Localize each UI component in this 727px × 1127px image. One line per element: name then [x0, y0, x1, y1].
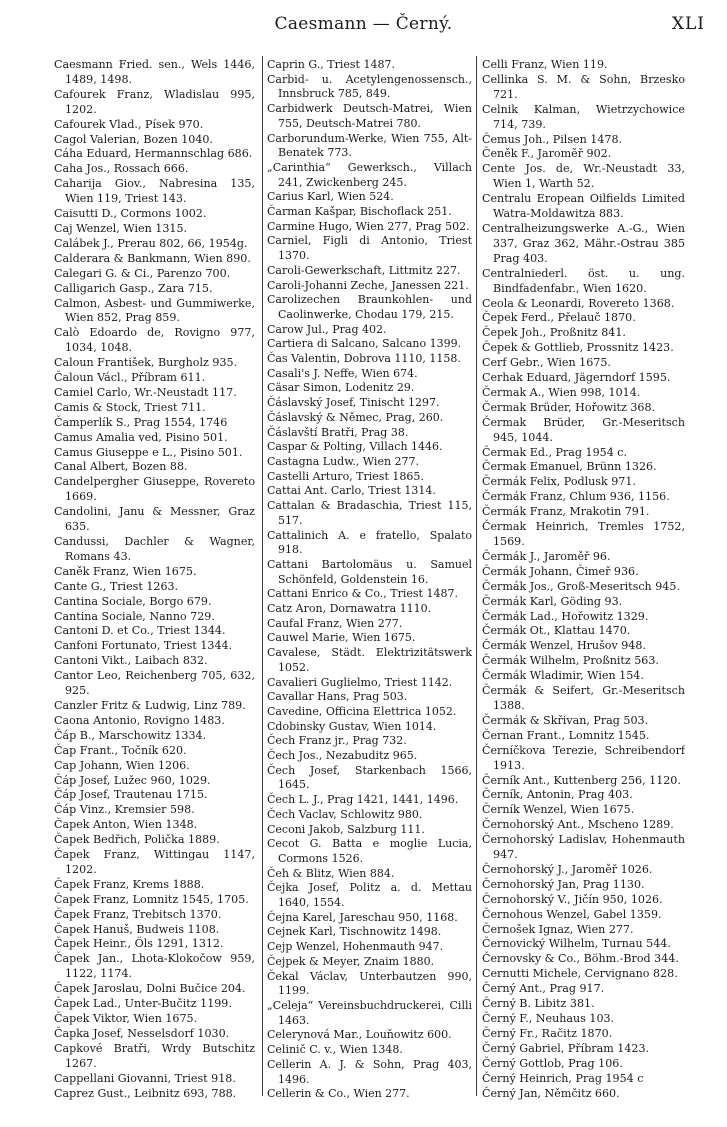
- directory-entry: Čermák & Seifert, Gr.-Meseritsch 1388.: [482, 684, 685, 712]
- directory-entry: Cattani Bartolomäus u. Samuel Schönfeld, Goldenstein 16.: [267, 557, 472, 586]
- directory-entry: Canfoni Fortunato, Triest 1344.: [54, 639, 233, 653]
- directory-entry: Calligarich Gasp., Zara 715.: [54, 281, 213, 295]
- directory-entry: Čech Josef, Starkenbach 1566, 1645.: [267, 763, 472, 792]
- directory-entry: Calò Edoardo de, Rovigno 977, 1034, 1048.: [54, 326, 255, 355]
- directory-entry: Černý Gottlob, Prag 106.: [482, 1056, 623, 1070]
- directory-entry: Čarman Kašpar, Bischoflack 251.: [267, 205, 452, 219]
- directory-entry: Castagna Ludw., Wien 277.: [267, 454, 420, 468]
- directory-entry: Ceola & Leonardi, Rovereto 1368.: [482, 296, 675, 310]
- directory-entry: Čáp Vinz., Kremsier 598.: [54, 803, 195, 817]
- directory-entry: Cappellani Giovanni, Triest 918.: [54, 1071, 236, 1085]
- directory-entry: Caroli-Gewerkschaft, Littmitz 227.: [267, 263, 461, 277]
- directory-entry: Čapek Anton, Wien 1348.: [54, 818, 198, 832]
- directory-entry: Černík Wenzel, Wien 1675.: [482, 803, 635, 817]
- directory-entry: Čejpek & Meyer, Znaim 1880.: [267, 954, 435, 968]
- directory-entry: Celnik Kalman, Wietrzychowice 714, 739.: [482, 102, 685, 131]
- directory-entry: Černohorský Ladislav, Hohenmauth 947.: [482, 833, 685, 862]
- directory-entry: Čeněk F., Jaroměř 902.: [482, 147, 612, 161]
- directory-entry: Celli Franz, Wien 119.: [482, 58, 608, 71]
- directory-entry: Černík Ant., Kuttenberg 256, 1120.: [482, 773, 681, 787]
- directory-entry: Čermák Jos., Groß-Meseritsch 945.: [482, 579, 680, 593]
- directory-entry: Černan Frant., Lomnitz 1545.: [482, 728, 650, 742]
- directory-entry: Černík, Antonin, Prag 403.: [482, 788, 633, 802]
- directory-entry: Cagol Valerian, Bozen 1040.: [54, 132, 214, 146]
- directory-entry: Carbid- u. Acetylengenossensch., Innsbruck 785, 849.: [267, 72, 472, 101]
- page-header: [0, 14, 727, 40]
- directory-entry: Cantoni D. et Co., Triest 1344.: [54, 624, 226, 638]
- directory-entry: Candolini, Janu & Messner, Graz 635.: [54, 505, 255, 534]
- directory-entry: Černohorský Jan, Prag 1130.: [482, 877, 645, 891]
- directory-entry: Černý Fr., Račitz 1870.: [482, 1026, 613, 1040]
- directory-entry: Cartiera di Salcano, Salcano 1399.: [267, 337, 462, 351]
- directory-entry: Černošek Ignaz, Wien 277.: [482, 922, 634, 936]
- directory-column-1: [54, 58, 255, 1101]
- directory-entry: Cantina Sociale, Nanno 729.: [54, 609, 215, 623]
- directory-entry: Černý Jan, Němčitz 660.: [482, 1086, 620, 1100]
- directory-entry: Centralu Eropean Oilfields Limited Watra-Moldawitza 883.: [482, 192, 685, 221]
- directory-entry: Caufal Franz, Wien 277.: [267, 616, 403, 630]
- directory-entry: Casali's J. Neffe, Wien 674.: [267, 366, 418, 380]
- directory-entry: Cap Johann, Wien 1206.: [54, 758, 190, 772]
- directory-entry: Cernutti Michele, Cervignano 828.: [482, 967, 678, 981]
- directory-entry: Čekal Václav, Unterbautzen 990, 1199.: [267, 969, 472, 998]
- directory-entry: Cavedine, Officina Elettrica 1052.: [267, 704, 457, 718]
- directory-entry: Černý F., Neuhaus 103.: [482, 1012, 615, 1025]
- directory-entry: Caněk Franz, Wien 1675.: [54, 564, 197, 578]
- directory-entry: Čermák Ot., Klattau 1470.: [482, 624, 631, 638]
- directory-entry: Cerhak Eduard, Jägerndorf 1595.: [482, 371, 671, 385]
- directory-entry: Cattai Ant. Carlo, Triest 1314.: [267, 484, 436, 498]
- directory-entry: Caj Wenzel, Wien 1315.: [54, 221, 188, 235]
- directory-entry: Čapek Viktor, Wien 1675.: [54, 1012, 198, 1025]
- directory-entry: Černý Gabriel, Příbram 1423.: [482, 1041, 650, 1055]
- directory-entry: Čemus Joh., Pilsen 1478.: [482, 132, 623, 146]
- directory-entry: Čáslavský & Němec, Prag, 260.: [267, 410, 444, 424]
- running-title: Caesmann — Černý.: [274, 14, 453, 34]
- directory-entry: Černohous Wenzel, Gabel 1359.: [482, 907, 662, 921]
- directory-entry: Caisutti D., Cormons 1002.: [54, 207, 207, 221]
- directory-entry: Carmine Hugo, Wien 277, Prag 502.: [267, 219, 470, 233]
- directory-entry: Candelpergher Giuseppe, Rovereto 1669.: [54, 475, 255, 504]
- directory-entry: Čapka Josef, Nesselsdorf 1030.: [54, 1026, 230, 1040]
- directory-entry: Caloun František, Burgholz 935.: [54, 356, 238, 370]
- directory-entry: Cáha Eduard, Hermannschlag 686.: [54, 147, 253, 161]
- directory-entry: Caroli-Johanni Zeche, Janessen 221.: [267, 278, 469, 292]
- directory-entry: Camus Amalia ved, Pisino 501.: [54, 430, 228, 444]
- column-divider: [476, 56, 477, 1096]
- directory-entry: Cantoni Vikt., Laibach 832.: [54, 654, 208, 668]
- directory-entry: Čeh & Blitz, Wien 884.: [267, 866, 395, 880]
- directory-entry: Černohorský J., Jaroměř 1026.: [482, 862, 653, 876]
- directory-entry: Carborundum-Werke, Wien 755, Alt-Benatek 773.: [267, 131, 472, 160]
- directory-entry: Ceconi Jakob, Salzburg 111.: [267, 822, 425, 836]
- directory-entry: Cauwel Marie, Wien 1675.: [267, 631, 416, 645]
- directory-entry: Čermák Wladimir, Wien 154.: [482, 669, 644, 683]
- directory-entry: Cavallar Hans, Prag 503.: [267, 690, 408, 704]
- directory-entry: Čech Vaclav, Schlowitz 980.: [267, 807, 423, 821]
- directory-entry: Čermák Wenzel, Hrušov 948.: [482, 639, 646, 653]
- directory-entry: Cantor Leo, Reichenberg 705, 632, 925.: [54, 669, 255, 698]
- directory-entry: Čapek Franz, Lomnitz 1545, 1705.: [54, 892, 249, 906]
- directory-entry: Čapek Lad., Unter-Bučitz 1199.: [54, 997, 232, 1011]
- directory-entry: Čapek Jan., Lhota-Klokočow 959, 1122, 1174.: [54, 952, 255, 981]
- directory-entry: Čáp B., Marschowitz 1334.: [54, 728, 207, 742]
- page-number: XLI: [671, 14, 705, 34]
- directory-entry: Černovsky & Co., Böhm.-Brod 344.: [482, 952, 679, 966]
- directory-entry: Cellerin & Co., Wien 277.: [267, 1087, 410, 1101]
- directory-entry: Čejka Josef, Politz a. d. Mettau 1640, 1554.: [267, 881, 472, 910]
- directory-entry: Camus Giuseppe e L., Pisino 501.: [54, 445, 243, 459]
- directory-entry: Čapek Hanuš, Budweis 1108.: [54, 922, 220, 936]
- directory-entry: Cavalieri Guglielmo, Triest 1142.: [267, 675, 453, 689]
- directory-entry: Čermák Wilhelm, Proßnitz 563.: [482, 654, 659, 668]
- directory-entry: Caharija Giov., Nabresina 135, Wien 119, Triest 143.: [54, 177, 255, 206]
- directory-entry: Caprez Gust., Leibnitz 693, 788.: [54, 1086, 237, 1100]
- directory-entry: Cäsar Simon, Lodenitz 29.: [267, 381, 415, 395]
- directory-entry: Cante G., Triest 1263.: [54, 579, 179, 593]
- directory-entry: Čermak Heinrich, Tremles 1752, 1569.: [482, 520, 685, 548]
- directory-entry: Celerynová Mar., Louňowitz 600.: [267, 1028, 452, 1042]
- directory-entry: Čepek & Gottlieb, Prossnitz 1423.: [482, 341, 674, 355]
- directory-entry: Carniel, Figli di Antonio, Triest 1370.: [267, 234, 472, 263]
- directory-entry: Castelli Arturo, Triest 1865.: [267, 469, 424, 483]
- directory-entry: Celinič C. v., Wien 1348.: [267, 1043, 403, 1057]
- directory-entry: Čermák Karl, Göding 93.: [482, 594, 623, 608]
- directory-entry: Capkové Bratři, Wrdy Butschitz 1267.: [54, 1041, 255, 1070]
- directory-entry: Čech L. J., Prag 1421, 1441, 1496.: [267, 793, 459, 807]
- directory-entry: Čermák Johann, Čimeř 936.: [482, 564, 639, 578]
- directory-entry: Černohorský V., Jičín 950, 1026.: [482, 892, 663, 906]
- directory-entry: Centralniederl. öst. u. ung. Bindfadenfabr., Wien 1620.: [482, 266, 685, 295]
- directory-entry: Čejna Karel, Jareschau 950, 1168.: [267, 910, 458, 924]
- directory-entry: Cattalan & Bradaschia, Triest 115, 517.: [267, 499, 472, 527]
- directory-column-2: [267, 58, 472, 1102]
- directory-entry: Cellerin A. J. & Sohn, Prag 403, 1496.: [267, 1057, 472, 1086]
- directory-entry: Čapek Franz, Wittingau 1147, 1202.: [54, 848, 255, 876]
- directory-entry: Cavalese, Städt. Elektrizitätswerk 1052.: [267, 646, 472, 674]
- directory-entry: Cerf Gebr., Wien 1675.: [482, 356, 611, 370]
- directory-entry: Čapek Jaroslau, Dolni Bučice 204.: [54, 982, 246, 996]
- directory-entry: Čermák Felix, Podlusk 971.: [482, 475, 636, 489]
- directory-entry: Čermák & Skřivan, Prag 503.: [482, 713, 649, 727]
- directory-entry: Cafourek Franz, Wladislau 995, 1202.: [54, 87, 255, 116]
- directory-entry: Čermak A., Wien 998, 1014.: [482, 385, 641, 399]
- directory-entry: Caona Antonio, Rovigno 1483.: [54, 713, 225, 727]
- directory-entry: Carolizechen Braunkohlen- und Caolinwerke, Chodau 179, 215.: [267, 293, 472, 321]
- directory-entry: Čermák J., Jaroměř 96.: [482, 549, 611, 563]
- directory-entry: Candussi, Dachler & Wagner, Romans 43.: [54, 535, 255, 563]
- directory-entry: Čapek Franz, Krems 1888.: [54, 877, 205, 891]
- directory-entry: Carow Jul., Prag 402.: [267, 322, 387, 336]
- directory-entry: Cattalinich A. e fratello, Spalato 918.: [267, 528, 472, 557]
- directory-entry: Čap Frant., Točník 620.: [54, 743, 187, 757]
- directory-entry: Čapek Bedřich, Polička 1889.: [54, 833, 220, 847]
- directory-entry: Čapek Heinr., Öls 1291, 1312.: [54, 937, 224, 951]
- directory-entry: Černíčkova Terezie, Schreibendorf 1913.: [482, 743, 685, 772]
- directory-column-3: [482, 58, 685, 1101]
- directory-entry: Cdobinsky Gustav, Wien 1014.: [267, 719, 437, 733]
- directory-entry: Čermak Emanuel, Brünn 1326.: [482, 460, 657, 474]
- directory-entry: Cattani Enrico & Co., Triest 1487.: [267, 587, 458, 601]
- directory-entry: Canal Albert, Bozen 88.: [54, 460, 188, 474]
- directory-entry: Caspar & Polting, Villach 1446.: [267, 440, 443, 454]
- directory-entry: Čermak Ed., Prag 1954 c.: [482, 445, 628, 459]
- directory-entry: Centralheizungswerke A.-G., Wien 337, Graz 362, Mähr.-Ostrau 385 Prag 403.: [482, 221, 685, 265]
- directory-entry: Calábek J., Prerau 802, 66, 1954g.: [54, 236, 248, 250]
- directory-entry: Catz Aron, Dornawatra 1110.: [267, 602, 432, 616]
- directory-entry: Čáp Josef, Trautenau 1715.: [54, 788, 208, 802]
- directory-entry: Černovický Wilhelm, Turnau 544.: [482, 937, 671, 951]
- directory-entry: Černý Heinrich, Prag 1954 c: [482, 1071, 644, 1085]
- directory-entry: Camis & Stock, Triest 711.: [54, 400, 206, 414]
- directory-entry: Čáslavský Josef, Tinischt 1297.: [267, 396, 440, 410]
- directory-entry: Calegari G. & Ci., Parenzo 700.: [54, 266, 231, 280]
- directory-entry: Čáslavští Bratři, Prag 38.: [267, 425, 409, 439]
- directory-entry: Čamperlík S., Prag 1554, 1746: [54, 415, 228, 429]
- directory-entry: Caesmann Fried. sen., Wels 1446, 1489, 1498.: [54, 58, 255, 86]
- directory-entry: „Carinthia“ Gewerksch., Villach 241, Zwickenberg 245.: [267, 160, 472, 189]
- directory-entry: Calmon, Asbest- und Gummiwerke, Wien 852, Prag 859.: [54, 296, 255, 325]
- directory-entry: Carius Karl, Wien 524.: [267, 190, 394, 204]
- directory-entry: Čáp Josef, Lužec 960, 1029.: [54, 773, 211, 787]
- directory-entry: Čermak Brüder, Hořowitz 368.: [482, 400, 656, 414]
- directory-entry: Čapek Franz, Trebitsch 1370.: [54, 907, 222, 921]
- directory-entry: Carbidwerk Deutsch-Matrei, Wien 755, Deutsch-Matrei 780.: [267, 102, 472, 130]
- directory-entry: Černohorský Ant., Mscheno 1289.: [482, 818, 674, 832]
- column-divider: [262, 56, 263, 1096]
- directory-entry: Čermák Lad., Hořowitz 1329.: [482, 609, 649, 623]
- directory-entry: Čech Jos., Nezabuditz 965.: [267, 749, 418, 763]
- directory-entry: Cafourek Vlad., Písek 970.: [54, 117, 204, 131]
- directory-entry: Calderara & Bankmann, Wien 890.: [54, 251, 251, 265]
- directory-entry: Cellinka S. M. & Sohn, Brzesko 721.: [482, 72, 685, 101]
- directory-entry: Čermák Franz, Mrakotin 791.: [482, 505, 650, 519]
- directory-entry: Caprin G., Triest 1487.: [267, 58, 395, 71]
- directory-entry: Čermák Franz, Chlum 936, 1156.: [482, 490, 670, 504]
- directory-entry: „Celeja“ Vereinsbuchdruckerei, Cilli 1463.: [267, 999, 472, 1027]
- directory-entry: Čermak Brüder, Gr.-Meseritsch 945, 1044.: [482, 415, 685, 444]
- directory-entry: Cejnek Karl, Tischnowitz 1498.: [267, 925, 442, 939]
- directory-entry: Camiel Carlo, Wr.-Neustadt 117.: [54, 385, 237, 399]
- directory-entry: Čas Valentin, Dobrova 1110, 1158.: [267, 352, 461, 366]
- directory-entry: Canzler Fritz & Ludwig, Linz 789.: [54, 698, 246, 712]
- directory-entry: Čepek Joh., Proßnitz 841.: [482, 326, 626, 340]
- directory-entry: Caha Jos., Rossach 666.: [54, 162, 189, 176]
- directory-entry: Čaloun Václ., Příbram 611.: [54, 371, 206, 385]
- directory-entry: Cantina Sociale, Borgo 679.: [54, 594, 212, 608]
- directory-entry: Čepek Ferd., Přelauč 1870.: [482, 311, 636, 325]
- directory-entry: Cente Jos. de, Wr.-Neustadt 33, Wien 1, Warth 52.: [482, 162, 685, 191]
- directory-entry: Černý Ant., Prag 917.: [482, 982, 605, 996]
- directory-entry: Čech Franz jr., Prag 732.: [267, 734, 407, 748]
- directory-entry: Cejp Wenzel, Hohenmauth 947.: [267, 940, 444, 954]
- directory-entry: Černý B. Libitz 381.: [482, 997, 595, 1011]
- directory-entry: Cecot G. Batta e moglie Lucia, Cormons 1526.: [267, 837, 472, 865]
